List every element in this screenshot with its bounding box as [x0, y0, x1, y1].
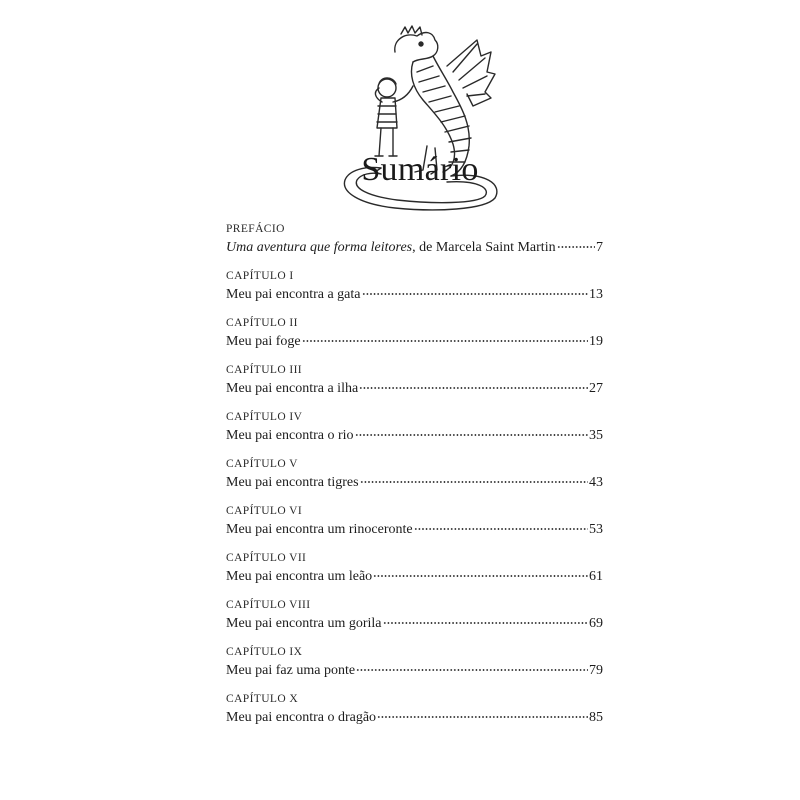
- entry-line: [226, 520, 603, 540]
- entry-label: CAPÍTULO X: [226, 693, 299, 705]
- dot-leader: [360, 481, 588, 483]
- toc-entry-chapter-2[interactable]: [226, 315, 606, 362]
- entry-title: Meu pai encontra tigres: [226, 475, 359, 490]
- entry-label: CAPÍTULO VI: [226, 505, 303, 517]
- entry-line: [226, 708, 603, 728]
- entry-title-italic: Uma aventura que forma leitores: [226, 240, 413, 255]
- entry-line: [226, 285, 603, 305]
- entry-title: [226, 238, 556, 258]
- entry-label: CAPÍTULO II: [226, 317, 298, 329]
- dot-leader: [414, 528, 588, 530]
- entry-title-rest: , de Marcela Saint Martin: [412, 240, 556, 255]
- page-number: 7: [596, 240, 603, 255]
- entry-title: Meu pai foge: [226, 334, 301, 349]
- toc-entry-chapter-9[interactable]: [226, 644, 606, 691]
- entry-title: Meu pai encontra o dragão: [226, 710, 377, 725]
- page-number: 43: [589, 475, 603, 490]
- toc-entry-chapter-7[interactable]: [226, 550, 606, 597]
- toc-entry-chapter-4[interactable]: [226, 409, 606, 456]
- entry-label: CAPÍTULO V: [226, 458, 298, 470]
- entry-line: [226, 238, 603, 258]
- page-number: 79: [589, 663, 603, 678]
- dot-leader: [373, 575, 588, 577]
- entry-line: [226, 661, 603, 681]
- dot-leader: [383, 622, 588, 624]
- entry-title: Meu pai encontra a ilha: [226, 381, 359, 396]
- dot-leader: [356, 669, 588, 671]
- entry-title: Meu pai faz uma ponte: [226, 663, 356, 678]
- entry-line: [226, 614, 603, 634]
- page-number: 53: [589, 522, 603, 537]
- entry-line: [226, 473, 603, 493]
- entry-label: CAPÍTULO IV: [226, 411, 303, 423]
- entry-label: CAPÍTULO VII: [226, 552, 307, 564]
- toc-entry-chapter-3[interactable]: [226, 362, 606, 409]
- entry-label: CAPÍTULO I: [226, 270, 294, 282]
- toc-entry-chapter-8[interactable]: [226, 597, 606, 644]
- entry-line: [226, 426, 603, 446]
- dot-leader: [302, 340, 588, 342]
- dot-leader: [362, 293, 589, 295]
- page-title: Sumário: [361, 151, 479, 188]
- dot-leader: [557, 246, 595, 248]
- entry-line: [226, 332, 603, 352]
- entry-line: [226, 567, 603, 587]
- entry-title: Meu pai encontra a gata: [226, 287, 361, 302]
- dot-leader: [359, 387, 588, 389]
- dot-leader: [355, 434, 588, 436]
- entry-label: CAPÍTULO VIII: [226, 599, 311, 611]
- entry-label: PREFÁCIO: [226, 223, 285, 235]
- dot-leader: [377, 716, 588, 718]
- toc-entry-preface[interactable]: [226, 221, 606, 268]
- entry-title: Meu pai encontra um gorila: [226, 616, 382, 631]
- page-number: 27: [589, 381, 603, 396]
- entry-label: CAPÍTULO III: [226, 364, 303, 376]
- page-number: 69: [589, 616, 603, 631]
- entry-label: CAPÍTULO IX: [226, 646, 303, 658]
- entry-line: [226, 379, 603, 399]
- entry-title: Meu pai encontra um leão: [226, 569, 373, 584]
- page-number: 85: [589, 710, 603, 725]
- entry-title: Meu pai encontra um rinoceronte: [226, 522, 413, 537]
- toc-entry-chapter-6[interactable]: [226, 503, 606, 550]
- page-number: 61: [589, 569, 603, 584]
- page-number: 19: [589, 334, 603, 349]
- page-number: 13: [589, 287, 603, 302]
- entry-title: Meu pai encontra o rio: [226, 428, 354, 443]
- toc-entry-chapter-1[interactable]: [226, 268, 606, 315]
- table-of-contents: [226, 221, 606, 738]
- toc-entry-chapter-5[interactable]: [226, 456, 606, 503]
- page-number: 35: [589, 428, 603, 443]
- toc-entry-chapter-10[interactable]: [226, 691, 606, 738]
